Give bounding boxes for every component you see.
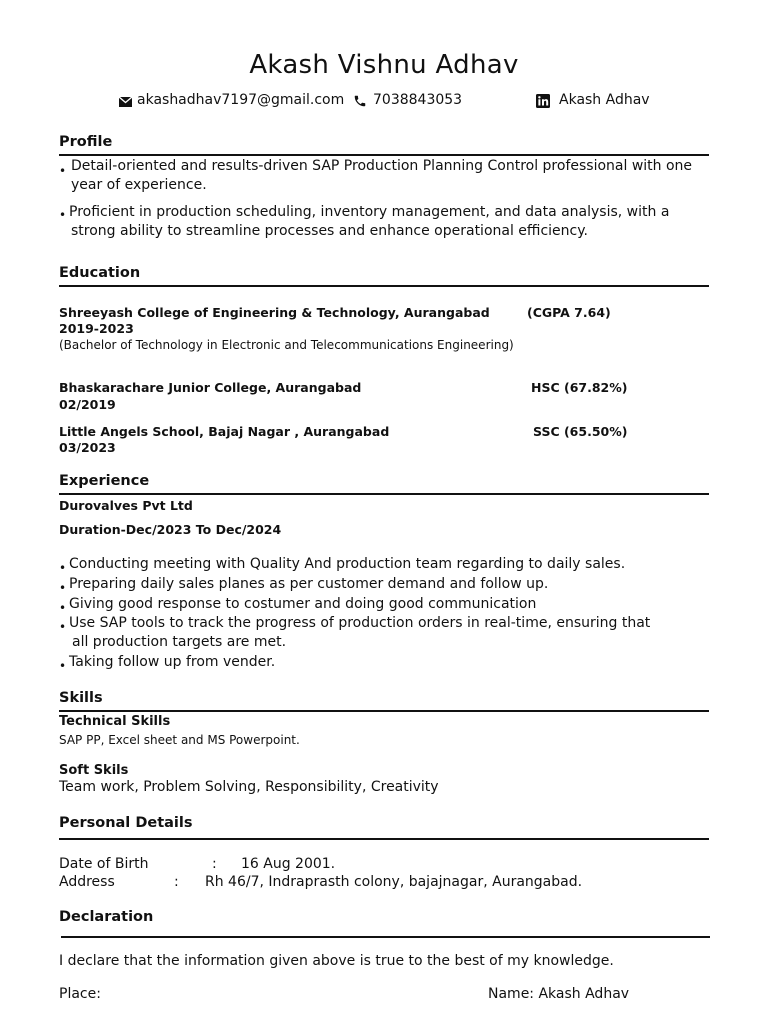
education-divider <box>59 285 709 287</box>
education-date: 02/2019 <box>59 397 116 412</box>
personal-details-divider <box>59 838 709 840</box>
education-date: 2019-2023 <box>59 321 134 336</box>
experience-heading: Experience <box>59 473 150 489</box>
dob-label: Date of Birth <box>59 856 149 872</box>
education-institution: Little Angels School, Bajaj Nagar , Aurangabad <box>59 424 390 439</box>
skills-heading: Skills <box>59 690 103 706</box>
education-institution: Bhaskarachare Junior College, Aurangabad <box>59 380 362 395</box>
profile-bullet-line1: Detail-oriented and results-driven SAP Production Planning Control professional with one <box>71 158 693 174</box>
soft-skills-heading: Soft Skils <box>59 763 129 778</box>
linkedin-icon <box>536 94 550 108</box>
profile-heading: Profile <box>59 134 113 150</box>
technical-skills-heading: Technical Skills <box>59 714 171 729</box>
personal-details-heading: Personal Details <box>59 815 193 831</box>
experience-bullet-text: Conducting meeting with Quality And production team regarding to daily sales. <box>69 556 626 572</box>
bullet-icon: • <box>59 659 67 673</box>
soft-skills-text: Team work, Problem Solving, Responsibility, Creativity <box>59 779 439 795</box>
dob-value: 16 Aug 2001. <box>241 856 336 872</box>
bullet-icon: • <box>59 561 67 575</box>
bullet-icon: • <box>59 620 67 634</box>
phone-text[interactable]: 7038843053 <box>373 92 463 108</box>
education-score: SSC (65.50%) <box>533 424 628 439</box>
candidate-name: Akash Vishnu Adhav <box>249 50 519 80</box>
profile-divider <box>59 154 709 156</box>
linkedin-text[interactable]: Akash Adhav <box>559 92 650 108</box>
experience-duration: Duration-Dec/2023 To Dec/2024 <box>59 522 282 537</box>
company-name: Durovalves Pvt Ltd <box>59 498 193 513</box>
declaration-text: I declare that the information given above is true to the best of my knowledge. <box>59 953 614 969</box>
address-label: Address <box>59 874 115 890</box>
bullet-icon: • <box>59 164 67 178</box>
place-label: Place: <box>59 986 101 1002</box>
email-contact[interactable] <box>119 92 344 108</box>
address-separator: : <box>174 874 179 890</box>
experience-bullet-line2: all production targets are met. <box>72 634 287 650</box>
declaration-divider <box>61 936 710 938</box>
email-text[interactable]: akashadhav7197@gmail.com <box>137 92 345 108</box>
bullet-icon: • <box>59 601 67 615</box>
profile-bullet-line2: year of experience. <box>71 177 207 193</box>
experience-divider <box>59 493 709 495</box>
declaration-heading: Declaration <box>59 909 154 925</box>
experience-bullet-line1: Use SAP tools to track the progress of production orders in real-time, ensuring that <box>69 615 651 631</box>
linkedin-contact[interactable] <box>536 92 650 108</box>
education-date: 03/2023 <box>59 440 116 455</box>
profile-bullet-line2: strong ability to streamline processes and enhance operational efficiency. <box>71 223 588 239</box>
signature-name: Name: Akash Adhav <box>488 986 630 1002</box>
bullet-icon: • <box>59 208 67 222</box>
bullet-icon: • <box>59 581 67 595</box>
education-score: (CGPA 7.64) <box>527 305 611 320</box>
phone-contact[interactable] <box>353 92 462 108</box>
experience-bullet-text: Giving good response to costumer and doing good communication <box>69 596 537 612</box>
phone-icon <box>353 94 367 108</box>
skills-divider <box>59 710 709 712</box>
address-value: Rh 46/7, Indraprasth colony, bajajnagar, Aurangabad. <box>205 874 583 890</box>
education-heading: Education <box>59 265 141 281</box>
education-institution: Shreeyash College of Engineering & Technology, Aurangabad <box>59 305 490 320</box>
envelope-icon <box>119 97 132 107</box>
experience-bullet-text: Preparing daily sales planes as per customer demand and follow up. <box>69 576 549 592</box>
experience-bullet-text: Taking follow up from vender. <box>69 654 276 670</box>
profile-bullet-line1: Proficient in production scheduling, inventory management, and data analysis, with a <box>69 204 670 220</box>
dob-separator: : <box>212 856 217 872</box>
technical-skills-text: SAP PP, Excel sheet and MS Powerpoint. <box>59 733 300 747</box>
education-detail: (Bachelor of Technology in Electronic and Telecommunications Engineering) <box>59 338 514 352</box>
education-score: HSC (67.82%) <box>531 380 628 395</box>
